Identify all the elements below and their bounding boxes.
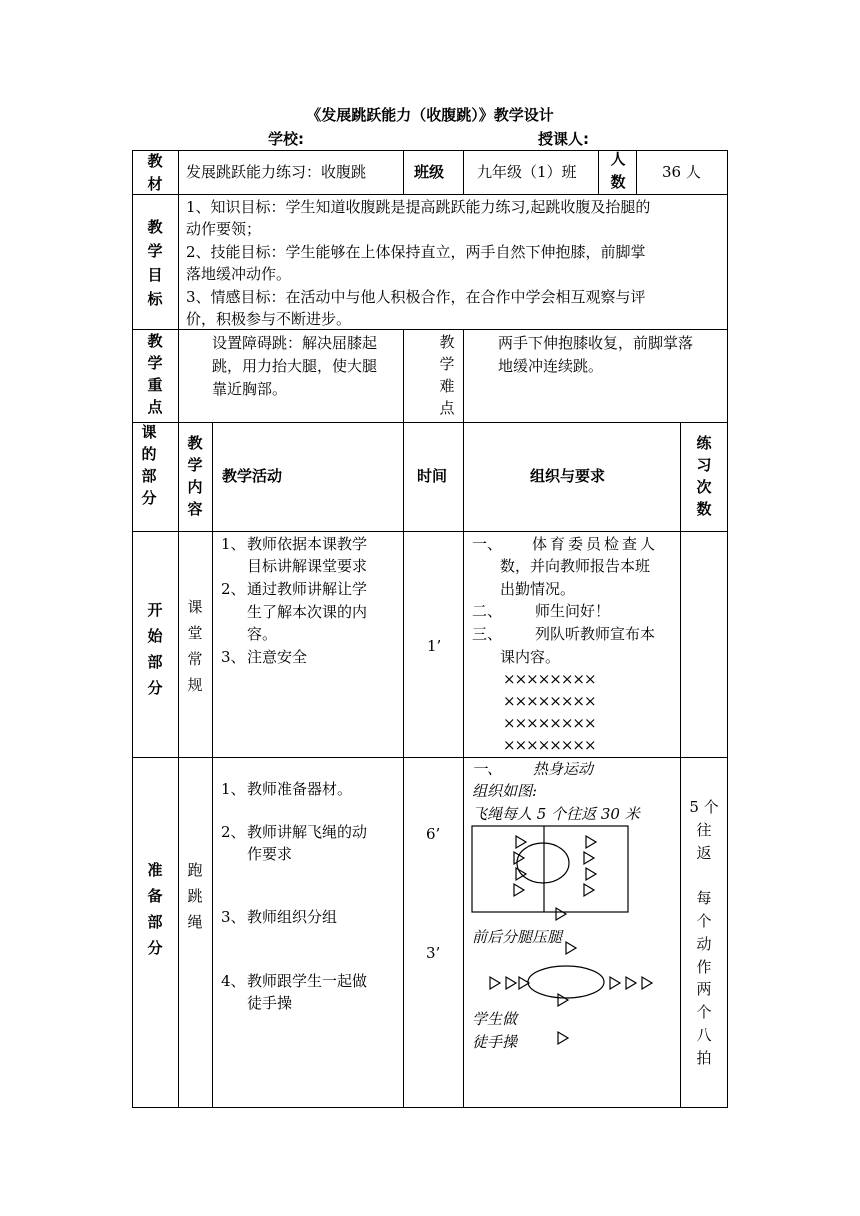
prep-reps: 5 个 往 返 每 个 动 作 两 个 八 拍 bbox=[689, 798, 719, 1067]
start-part-label: 开 始 部 分 bbox=[147, 601, 163, 697]
count-value: 36 人 bbox=[662, 163, 701, 181]
triangle-marker bbox=[642, 977, 652, 989]
activity-line: 生了解本次课的内 bbox=[247, 603, 368, 621]
triangle-marker bbox=[514, 884, 524, 896]
difficulty-line: 两手下伸抱膝收复，前脚掌落 bbox=[498, 334, 694, 352]
org-line: 师生问好！ bbox=[535, 602, 611, 620]
triangle-marker bbox=[558, 994, 568, 1006]
triangle-marker bbox=[586, 868, 596, 880]
activity-line: 目标讲解课堂要求 bbox=[247, 557, 368, 575]
formation-row: ×××××××× bbox=[503, 670, 596, 688]
field-diagram bbox=[472, 826, 628, 912]
difficulty-label: 教 学 难 点 bbox=[439, 333, 455, 417]
org-line: 列队听教师宣布本 bbox=[535, 625, 656, 643]
activity-line: 通过教师讲解让学 bbox=[247, 580, 368, 598]
start-content-label: 课 堂 常 规 bbox=[187, 598, 203, 694]
page-title: 《发展跳跃能力（收腹跳）》教学设计 bbox=[306, 106, 554, 124]
goal-line: 3、情感目标：在活动中与他人积极合作，在合作中学会相互观察与评 bbox=[186, 288, 646, 306]
activity-num: 3、 bbox=[221, 648, 246, 666]
activity-num: 2、 bbox=[221, 580, 246, 598]
activity-num: 3、 bbox=[221, 908, 246, 926]
col-header-content: 教 学 内 容 bbox=[187, 434, 203, 518]
triangle-marker bbox=[610, 977, 620, 989]
teacher-label: 授课人: bbox=[538, 130, 589, 148]
col-header-activity: 教学活动 bbox=[222, 467, 283, 485]
org-line: 飞绳每人 5 个往返 30 米 bbox=[472, 805, 640, 823]
triangle-marker bbox=[584, 884, 594, 896]
triangle-marker bbox=[516, 836, 526, 848]
org-line: 学生做 bbox=[472, 1010, 518, 1028]
triangle-marker bbox=[586, 836, 596, 848]
org-line: 徒手操 bbox=[472, 1033, 518, 1051]
center-circle bbox=[517, 843, 569, 883]
col-header-organization: 组织与要求 bbox=[530, 467, 606, 485]
goal-line: 落地缓冲动作。 bbox=[186, 265, 292, 283]
col-header-reps: 练 习 次 数 bbox=[696, 434, 712, 518]
prep-time-2: 3’ bbox=[426, 944, 441, 962]
activity-line: 教师依据本课教学 bbox=[247, 535, 368, 553]
activity-line: 容。 bbox=[247, 625, 278, 643]
triangle-marker bbox=[506, 977, 516, 989]
prep-part-label: 准 备 部 分 bbox=[147, 861, 163, 957]
goal-line: 价，积极参与不断进步。 bbox=[186, 310, 352, 328]
activity-line: 作要求 bbox=[247, 845, 293, 863]
goal-line: 1、知识目标：学生知道收腹跳是提高跳跃能力练习,起跳收腹及抬腿的 bbox=[186, 198, 651, 216]
org-line: 体育委员检查人 bbox=[532, 535, 659, 553]
org-num: 三、 bbox=[472, 625, 503, 643]
triangle-marker bbox=[514, 852, 524, 864]
prep-time-1: 6’ bbox=[426, 825, 441, 843]
activity-line: 教师组织分组 bbox=[247, 908, 338, 926]
formation-row: ×××××××× bbox=[503, 692, 596, 710]
triangle-marker bbox=[584, 852, 594, 864]
org-heading: 热身运动 bbox=[533, 760, 594, 778]
org-num: 二、 bbox=[472, 602, 503, 620]
class-value: 九年级（1）班 bbox=[477, 163, 577, 181]
activity-num: 4、 bbox=[221, 972, 246, 990]
activity-line: 教师讲解飞绳的动 bbox=[247, 823, 368, 841]
triangle-marker bbox=[556, 908, 566, 920]
key-point-line: 设置障碍跳：解决屈膝起 bbox=[212, 334, 378, 352]
activity-line: 教师跟学生一起做 bbox=[247, 972, 368, 990]
org-line: 数，并向教师报告本班 bbox=[500, 557, 651, 575]
material-value: 发展跳跃能力练习：收腹跳 bbox=[186, 163, 367, 181]
key-point-line: 靠近胸部。 bbox=[212, 380, 288, 398]
goal-line: 动作要领； bbox=[186, 220, 262, 238]
activity-num: 1、 bbox=[221, 780, 246, 798]
org-line: 前后分腿压腿 bbox=[472, 928, 563, 946]
start-time: 1’ bbox=[427, 637, 442, 655]
prep-content-label: 跑 跳 绳 bbox=[187, 861, 203, 931]
formation-row: ×××××××× bbox=[503, 714, 596, 732]
key-point-line: 跳，用力抬大腿，使大腿 bbox=[212, 357, 378, 375]
triangle-marker bbox=[626, 977, 636, 989]
org-line: 课内容。 bbox=[500, 648, 561, 666]
field-outline bbox=[472, 826, 628, 912]
activity-num: 2、 bbox=[221, 823, 246, 841]
formation-row: ×××××××× bbox=[503, 736, 596, 754]
school-label: 学校: bbox=[268, 130, 304, 148]
activity-num: 1、 bbox=[221, 535, 246, 553]
activity-line: 注意安全 bbox=[247, 648, 308, 666]
difficulty-line: 地缓冲连续跳。 bbox=[498, 357, 604, 375]
key-points-label: 教 学 重 点 bbox=[147, 332, 163, 416]
col-header-time: 时间 bbox=[417, 467, 448, 485]
goal-line: 2、技能目标：学生能够在上体保持直立，两手自然下伸抱膝，前脚掌 bbox=[186, 243, 646, 261]
count-label: 人 数 bbox=[610, 150, 626, 191]
class-label: 班级 bbox=[414, 163, 445, 181]
col-header-part: 课 的 部 分 bbox=[141, 423, 157, 507]
material-label: 教 材 bbox=[147, 152, 163, 193]
stretch-diagram bbox=[490, 942, 652, 1044]
activity-line: 教师准备器材。 bbox=[247, 780, 353, 798]
org-num: 一、 bbox=[472, 535, 503, 553]
org-line: 组织如图: bbox=[472, 782, 538, 800]
goals-label: 教 学 目 标 bbox=[147, 218, 163, 308]
org-line: 出勤情况。 bbox=[500, 580, 576, 598]
activity-line: 徒手操 bbox=[247, 994, 293, 1012]
triangle-marker bbox=[490, 977, 500, 989]
triangle-marker bbox=[558, 1032, 568, 1044]
stretch-circle bbox=[528, 966, 604, 998]
org-num: 一、 bbox=[472, 760, 503, 778]
triangle-marker bbox=[566, 942, 576, 954]
